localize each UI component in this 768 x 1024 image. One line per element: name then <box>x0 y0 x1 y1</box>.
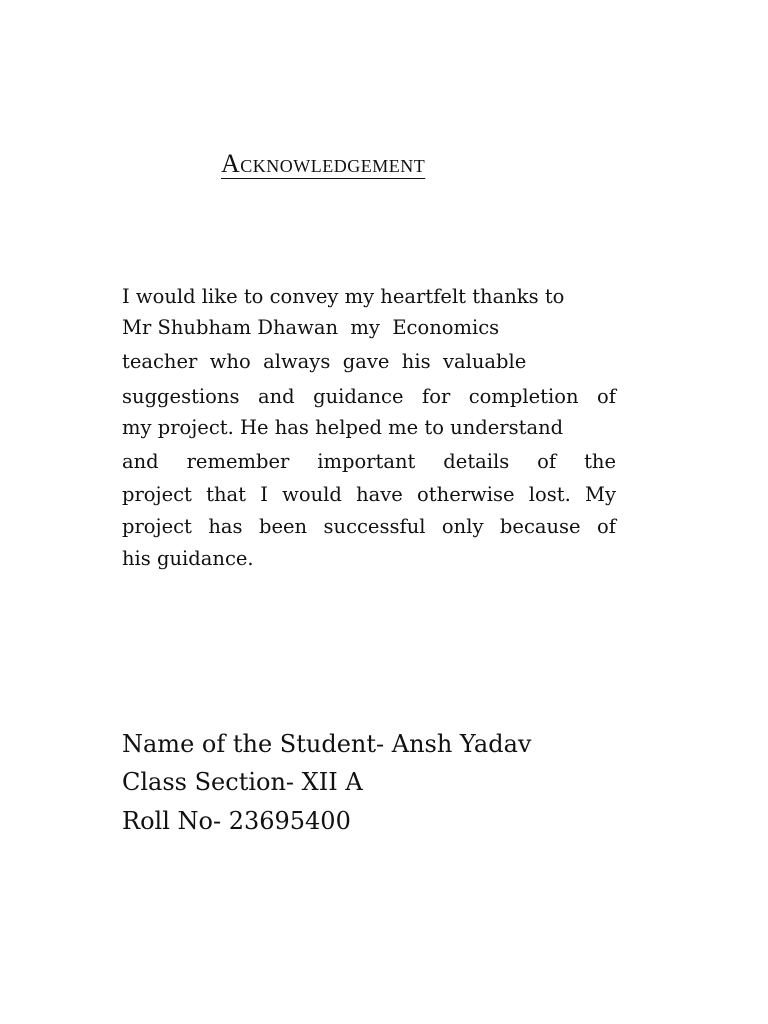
paragraph-line: teacher who always gave his valuable <box>122 350 527 373</box>
paragraph-line: project has been successful only because of <box>122 515 616 538</box>
paragraph-line: I would like to convey my heartfelt thanks to <box>122 285 565 308</box>
class-section: Class Section- XII A <box>122 768 363 796</box>
paragraph-line: my project. He has helped me to understand <box>122 416 564 439</box>
paragraph-line: and remember important details of the <box>122 450 616 473</box>
paragraph-line: Mr Shubham Dhawan my Economics <box>122 316 500 339</box>
roll-number: Roll No- 23695400 <box>122 807 351 835</box>
paragraph-line: project that I would have otherwise lost. My <box>122 483 616 506</box>
student-name: Name of the Student- Ansh Yadav <box>122 730 532 758</box>
page-title: Acknowledgement <box>221 149 426 178</box>
paragraph-line: suggestions and guidance for completion of <box>122 385 616 408</box>
paragraph-line: his guidance. <box>122 547 254 570</box>
